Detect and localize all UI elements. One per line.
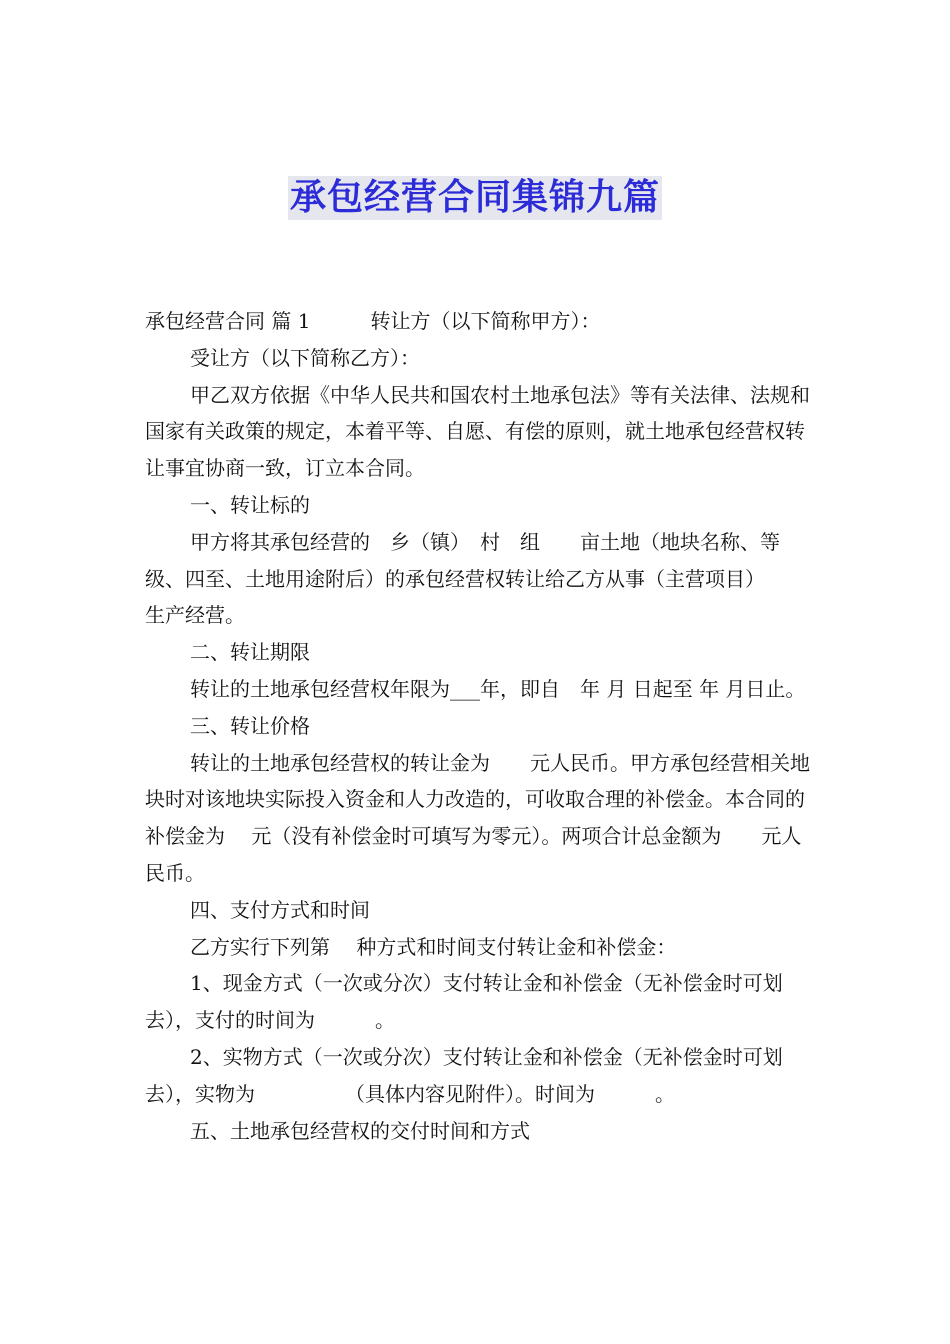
paragraph: 受让方（以下简称乙方）： — [190, 345, 420, 370]
title-block — [0, 176, 950, 220]
paragraph: 转让的土地承包经营权年限为___年，即自 年 月 日起至 年 月日止。 — [190, 676, 806, 701]
paragraph: 转让的土地承包经营权的转让金为 元人民币。甲方承包经营相关地块时对该地块实际投入资金和人力改造的，可收取合理的补偿金。本合同的补偿金为 元（没有补偿金时可填写为零元）。两项合计总金额为 元人民币。 — [145, 750, 810, 885]
document-body — [145, 303, 815, 1149]
section-heading: 二、转让期限 — [190, 640, 310, 665]
paragraph: 甲乙双方依据《中华人民共和国农村土地承包法》等有关法律、法规和国家有关政策的规定，本着平等、自愿、有偿的原则，就土地承包经营权转让事宜协商一致，订立本合同。 — [145, 382, 810, 481]
paragraph: 1、现金方式（一次或分次）支付转让金和补偿金（无补偿金时可划去），支付的时间为 。 — [145, 971, 783, 1033]
section-heading: 四、支付方式和时间 — [190, 897, 370, 922]
section-heading: 三、转让价格 — [190, 713, 310, 738]
paragraph: 2、实物方式（一次或分次）支付转让金和补偿金（无补偿金时可划去），实物为 （具体内容见附件）。时间为 。 — [145, 1044, 783, 1106]
section-heading: 一、转让标的 — [190, 492, 310, 517]
section-heading: 五、土地承包经营权的交付时间和方式 — [190, 1118, 530, 1143]
document-title: 承包经营合同集锦九篇 — [289, 177, 660, 218]
paragraph: 乙方实行下列第 种方式和时间支付转让金和补偿金： — [190, 934, 677, 959]
paragraph: 甲方将其承包经营的 乡（镇） 村 组 亩土地（地块名称、等级、四至、土地用途附后）的承包经营权转让给乙方从事（主营项目） 生产经营。 — [145, 529, 815, 628]
paragraph: 承包经营合同 篇 1 转让方（以下简称甲方）： — [145, 309, 601, 333]
